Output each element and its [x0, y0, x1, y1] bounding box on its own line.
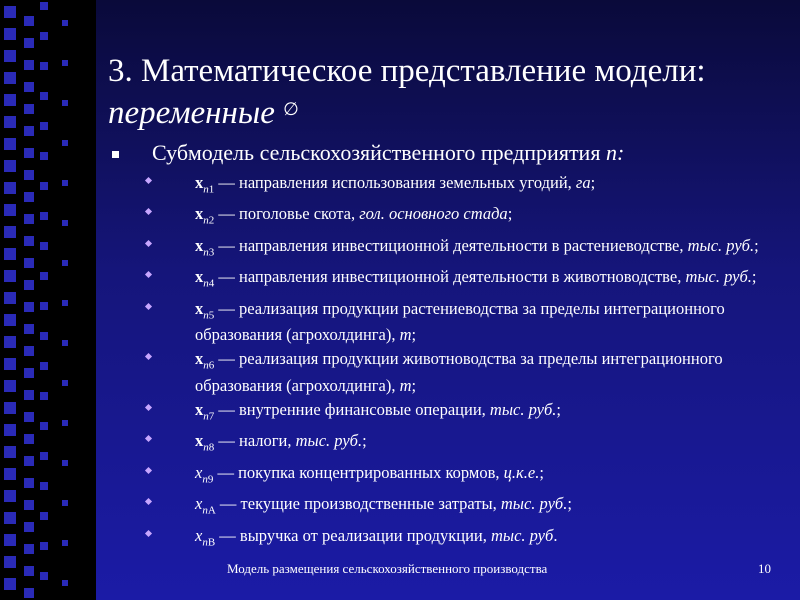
variable-item — [142, 463, 762, 489]
variable-unit: тыс. руб. — [489, 399, 557, 419]
film-hole — [24, 148, 34, 158]
film-hole — [4, 314, 16, 326]
film-hole — [24, 38, 34, 48]
film-hole — [4, 292, 16, 304]
film-hole — [4, 336, 16, 348]
diamond-bullet-icon — [145, 208, 152, 215]
variable-unit: т — [399, 325, 412, 345]
film-hole — [24, 126, 34, 136]
film-strip-decoration — [0, 0, 96, 600]
film-hole — [24, 16, 34, 26]
variable-description: — реализация продукции растениеводства за пределы интеграционного образования (агрохолдинга), — [195, 298, 725, 345]
variable-tail: ; — [754, 235, 759, 255]
film-hole — [4, 160, 16, 172]
film-hole — [40, 182, 48, 190]
variable-tail: ; — [411, 375, 417, 395]
film-hole — [62, 100, 68, 106]
film-hole — [24, 280, 34, 290]
variable-symbol: $x_{n7}$ — [195, 399, 215, 423]
film-hole — [62, 260, 68, 266]
variable-description: — выручка от реализации продукции, — [215, 525, 491, 545]
film-hole — [4, 402, 16, 414]
film-hole — [24, 170, 34, 180]
film-hole — [24, 500, 34, 510]
film-hole — [62, 580, 68, 586]
film-hole — [4, 270, 16, 282]
film-hole — [4, 556, 16, 568]
variable-description: — покупка концентрированных кормов, — [213, 462, 504, 482]
film-hole — [62, 300, 68, 306]
film-hole — [40, 452, 48, 460]
film-hole — [40, 242, 48, 250]
variable-unit: гол. основного стада — [359, 204, 508, 224]
film-hole — [40, 62, 48, 70]
variable-description: — налоги, — [214, 431, 296, 451]
film-hole — [24, 236, 34, 246]
film-hole — [4, 578, 16, 590]
film-hole — [40, 272, 48, 280]
empty-set-icon: ∅ — [283, 99, 299, 119]
variable-list — [142, 173, 762, 557]
variable-unit: т — [399, 375, 412, 395]
film-hole — [24, 434, 34, 444]
film-hole — [24, 82, 34, 92]
film-hole — [24, 302, 34, 312]
variable-description: — направления инвестиционной деятельности в животноводстве, — [214, 267, 686, 287]
film-hole — [4, 248, 16, 260]
film-hole — [4, 226, 16, 238]
film-hole — [40, 302, 48, 310]
submodel-label: Субмодель сельскохозяйственного предприятия — [152, 140, 601, 165]
variable-item — [142, 299, 762, 344]
film-hole — [40, 92, 48, 100]
variable-item — [142, 400, 762, 426]
variable-unit: га — [575, 173, 591, 192]
film-hole — [24, 588, 34, 598]
film-hole — [40, 422, 48, 430]
film-hole — [62, 460, 68, 466]
film-hole — [24, 324, 34, 334]
diamond-bullet-icon — [145, 498, 152, 505]
submodel-variable: n: — [605, 140, 625, 165]
variable-tail: ; — [590, 173, 596, 192]
film-hole — [24, 522, 34, 532]
variable-item — [142, 267, 762, 293]
film-hole — [24, 214, 34, 224]
film-hole — [62, 380, 68, 386]
film-hole — [40, 482, 48, 490]
film-hole — [4, 72, 16, 84]
variable-symbol: $x_{n5}$ — [195, 298, 215, 322]
variable-unit: тыс. руб. — [687, 235, 755, 255]
variable-item — [142, 526, 762, 552]
variable-unit: тыс. руб. — [685, 267, 752, 287]
variable-unit: тыс. руб — [490, 525, 554, 545]
film-hole — [62, 140, 68, 146]
variable-tail: ; — [539, 462, 544, 482]
film-strip-column — [24, 0, 36, 600]
variable-unit: тыс. руб. — [500, 494, 568, 514]
film-hole — [24, 478, 34, 488]
film-hole — [62, 420, 68, 426]
variable-item — [142, 173, 762, 199]
film-hole — [62, 340, 68, 346]
film-hole — [40, 152, 48, 160]
variable-symbol: $x_{n9}$ — [195, 462, 214, 486]
diamond-bullet-icon — [145, 530, 152, 537]
diamond-bullet-icon — [145, 353, 152, 360]
variable-description: — поголовье скота, — [214, 204, 360, 224]
film-hole — [24, 456, 34, 466]
film-hole — [24, 104, 34, 114]
film-hole — [40, 212, 48, 220]
variable-tail: ; — [567, 494, 572, 514]
variable-item — [142, 431, 762, 457]
film-hole — [62, 220, 68, 226]
variable-tail: ; — [556, 399, 561, 419]
film-strip-column — [62, 0, 70, 600]
variable-symbol: $x_{n2}$ — [195, 204, 215, 227]
page-number: 10 — [758, 561, 771, 576]
film-hole — [24, 60, 34, 70]
film-hole — [24, 258, 34, 268]
film-hole — [40, 332, 48, 340]
film-hole — [62, 60, 68, 66]
film-hole — [24, 192, 34, 202]
film-hole — [40, 2, 48, 10]
slide-title — [108, 50, 788, 134]
variable-tail: ; — [751, 267, 757, 287]
film-hole — [24, 390, 34, 400]
variable-description: — реализация продукции животноводства за пределы интеграционного образования (агрохолдинга), — [195, 349, 723, 395]
film-hole — [40, 572, 48, 580]
variable-tail: ; — [411, 325, 417, 345]
film-hole — [40, 122, 48, 130]
variable-symbol: $x_{nA}$ — [195, 494, 216, 517]
film-hole — [4, 50, 16, 62]
film-hole — [62, 540, 68, 546]
film-hole — [4, 116, 16, 128]
variable-item — [142, 494, 762, 520]
slide-title-main: 3. Математическое представление модели: — [108, 53, 706, 89]
diamond-bullet-icon — [145, 435, 152, 442]
variable-symbol: $x_{n8}$ — [195, 431, 215, 454]
film-hole — [40, 32, 48, 40]
film-hole — [40, 392, 48, 400]
film-hole — [4, 424, 16, 436]
film-hole — [4, 358, 16, 370]
variable-unit: ц.к.е. — [503, 462, 540, 482]
square-bullet-icon — [112, 151, 119, 158]
variable-description: — направления использования земельных угодий, — [214, 173, 576, 192]
slide-title-subtitle: переменные — [108, 95, 275, 131]
variable-symbol: $x_{n4}$ — [195, 267, 215, 290]
film-hole — [4, 28, 16, 40]
diamond-bullet-icon — [145, 271, 152, 278]
film-hole — [24, 346, 34, 356]
film-hole — [4, 512, 16, 524]
variable-symbol: $x_{n3}$ — [195, 235, 215, 259]
film-strip-column — [4, 0, 20, 600]
film-hole — [4, 468, 16, 480]
diamond-bullet-icon — [145, 177, 152, 184]
film-hole — [40, 512, 48, 520]
variable-unit: тыс. руб. — [295, 431, 363, 451]
film-hole — [4, 6, 16, 18]
film-hole — [4, 182, 16, 194]
variable-tail: ; — [362, 431, 367, 451]
variable-tail: ; — [507, 204, 513, 224]
variable-symbol: $x_{n6}$ — [195, 349, 215, 372]
footer-text: Модель размещения сельскохозяйственного производства — [227, 561, 548, 576]
film-hole — [24, 544, 34, 554]
film-hole — [40, 542, 48, 550]
film-hole — [4, 94, 16, 106]
film-hole — [24, 412, 34, 422]
film-hole — [62, 180, 68, 186]
variable-description: — направления инвестиционной деятельности в растениеводстве, — [214, 235, 688, 255]
film-hole — [24, 368, 34, 378]
diamond-bullet-icon — [145, 467, 152, 474]
diamond-bullet-icon — [145, 303, 152, 310]
diamond-bullet-icon — [145, 240, 152, 247]
variable-item — [142, 236, 762, 262]
film-hole — [4, 204, 16, 216]
variable-description: — текущие производственные затраты, — [215, 494, 501, 514]
diamond-bullet-icon — [145, 404, 152, 411]
film-hole — [24, 566, 34, 576]
film-hole — [4, 534, 16, 546]
film-hole — [4, 380, 16, 392]
variable-symbol: $x_{nB}$ — [195, 525, 216, 549]
film-hole — [4, 490, 16, 502]
variable-item — [142, 349, 762, 394]
variable-tail: . — [553, 525, 558, 545]
variable-symbol: $x_{n1}$ — [195, 173, 215, 196]
film-hole — [4, 138, 16, 150]
film-hole — [62, 500, 68, 506]
film-hole — [4, 446, 16, 458]
film-hole — [62, 20, 68, 26]
film-hole — [40, 362, 48, 370]
variable-description: — внутренние финансовые операции, — [214, 399, 490, 419]
variable-item — [142, 204, 762, 230]
film-strip-column — [40, 0, 50, 600]
